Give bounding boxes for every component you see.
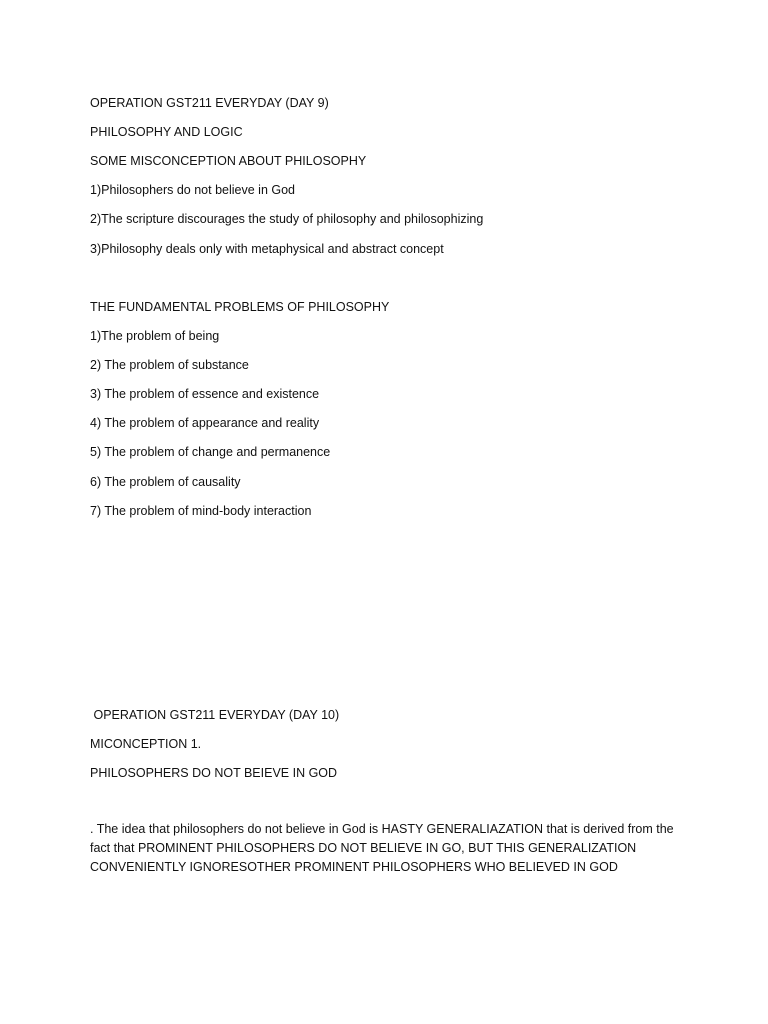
misconception-label: MICONCEPTION 1.	[90, 737, 202, 751]
problem-item: 2) The problem of substance	[90, 358, 249, 372]
day9-heading: OPERATION GST211 EVERYDAY (DAY 9)	[90, 96, 329, 110]
problem-item: 6) The problem of causality	[90, 475, 241, 489]
misconceptions-title: SOME MISCONCEPTION ABOUT PHILOSOPHY	[90, 154, 367, 168]
paragraph-line: CONVENIENTLY IGNORESOTHER PROMINENT PHILOSOPHERS WHO BELIEVED IN GOD	[90, 860, 618, 874]
explanation-paragraph	[90, 820, 680, 877]
paragraph-line: fact that PROMINENT PHILOSOPHERS DO NOT BELIEVE IN GO, BUT THIS GENERALIZATION	[90, 841, 637, 855]
misconception-title: PHILOSOPHERS DO NOT BEIEVE IN GOD	[90, 766, 338, 780]
problem-item: 7) The problem of mind-body interaction	[90, 504, 312, 518]
problems-title: THE FUNDAMENTAL PROBLEMS OF PHILOSOPHY	[90, 300, 390, 314]
problem-item: 5) The problem of change and permanence	[90, 445, 331, 459]
problem-item: 4) The problem of appearance and reality	[90, 416, 320, 430]
subject-title: PHILOSOPHY AND LOGIC	[90, 125, 243, 139]
misconception-item: 1)Philosophers do not believe in God	[90, 183, 295, 197]
day10-heading: OPERATION GST211 EVERYDAY (DAY 10)	[90, 708, 340, 722]
misconception-item: 2)The scripture discourages the study of philosophy and philosophizing	[90, 212, 484, 226]
paragraph-line: . The idea that philosophers do not believe in God is HASTY GENERALIAZATION that is derived from the	[90, 822, 674, 836]
misconception-item: 3)Philosophy deals only with metaphysical and abstract concept	[90, 242, 444, 256]
problem-item: 1)The problem of being	[90, 329, 220, 343]
problem-item: 3) The problem of essence and existence	[90, 387, 320, 401]
